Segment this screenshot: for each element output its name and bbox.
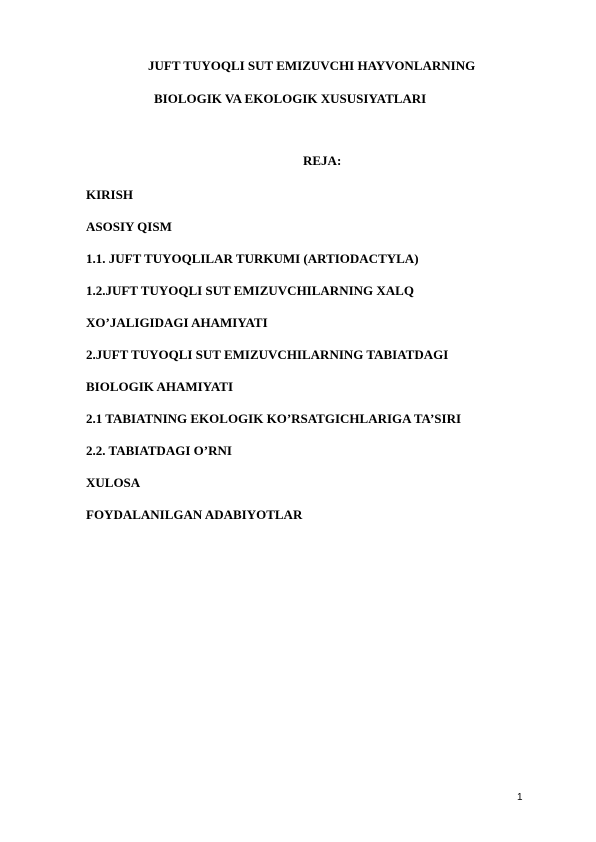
document-title-line-1: JUFT TUYOQLI SUT EMIZUVCHI HAYVONLARNING	[148, 58, 476, 73]
toc-item-1-2: 1.2.JUFT TUYOQLI SUT EMIZUVCHILARNING XALQ	[86, 283, 414, 298]
toc-item-2-2: 2.2. TABIATDAGI O’RNI	[86, 443, 232, 458]
plan-heading: REJA:	[303, 153, 342, 168]
toc-item-1-2-continued: XO’JALIGIDAGI AHAMIYATI	[86, 315, 268, 330]
toc-item-2: 2.JUFT TUYOQLI SUT EMIZUVCHILARNING TABIATDAGI	[86, 347, 449, 362]
toc-item-introduction: KIRISH	[86, 187, 133, 202]
toc-item-main-part: ASOSIY QISM	[86, 219, 172, 234]
page-number: 1	[517, 792, 523, 803]
document-title-line-2: BIOLOGIK VA EKOLOGIK XUSUSIYATLARI	[154, 91, 427, 106]
toc-item-references: FOYDALANILGAN ADABIYOTLAR	[86, 507, 303, 522]
toc-item-2-continued: BIOLOGIK AHAMIYATI	[86, 379, 234, 394]
toc-item-conclusion: XULOSA	[86, 475, 141, 490]
toc-item-1-1: 1.1. JUFT TUYOQLILAR TURKUMI (ARTIODACTYLA)	[86, 251, 419, 266]
table-of-contents	[86, 187, 461, 539]
toc-item-2-1: 2.1 TABIATNING EKOLOGIK KO’RSATGICHLARIGA TA’SIRI	[86, 411, 462, 426]
